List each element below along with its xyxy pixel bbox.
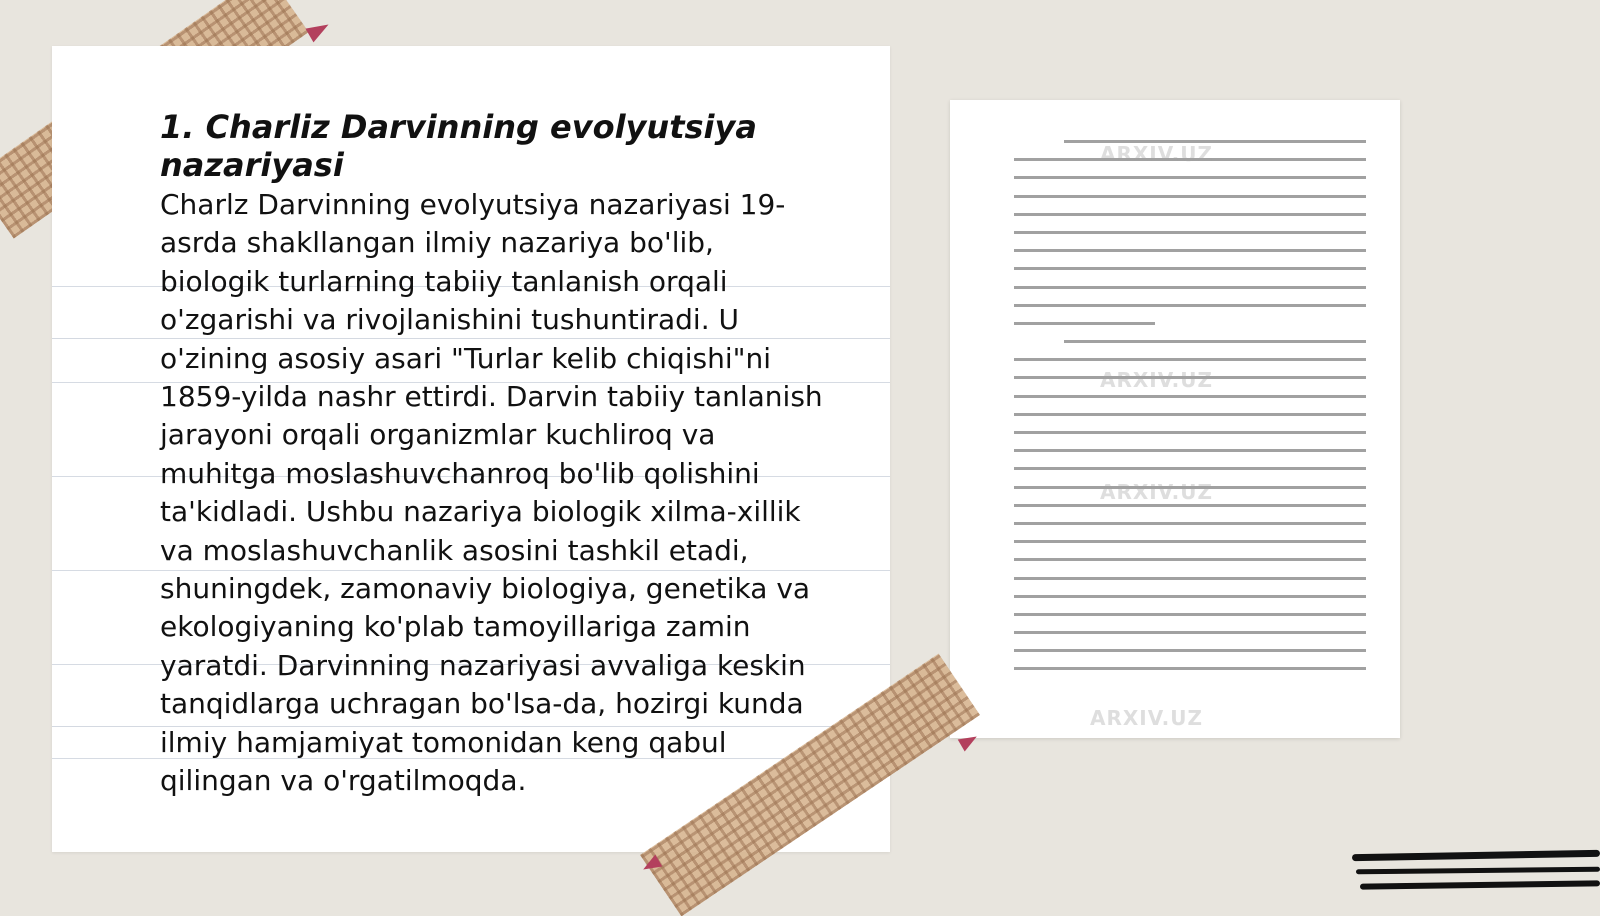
brush-stroke-decoration — [1360, 880, 1600, 889]
document-scan-image — [950, 100, 1400, 738]
slide-paragraph: Charlz Darvinning evolyutsiya nazariyasi 19-asrda shakllangan ilmiy nazariya bo'lib, biologik turlarning tabiiy tanlanish orqali o'zgarishi va rivojlanishini tushuntiradi. U o'zining asosiy asari "Turlar kelib chiqishi"ni 1859-yilda nashr ettirdi. Darvin tabiiy tanlanish jarayoni orqali organizmlar kuchliroq va muhitga moslashuvchanroq bo'lib qolishini ta'kidladi. Ushbu nazariya biologik xilma-xillik va moslashuvchanlik asosini tashkil etadi, shuningdek, zamonaviy biologiya, genetika va ekologiyaning ko'plab tamoyillariga zamin yaratdi. Darvinning nazariyasi avvaliga keskin tanqidlarga uchragan bo'lsa-da, hozirgi kunda ilmiy hamjamiyat tomonidan keng qabul qilingan va o'rgatilmoqda. — [160, 188, 823, 798]
brush-stroke-decoration — [1356, 867, 1600, 875]
document-text-lines — [1014, 140, 1366, 686]
pink-flag-icon — [305, 18, 332, 43]
slide-heading: 1. Charliz Darvinning evolyutsiya nazariyasi — [160, 108, 757, 184]
watermark-text: ARXIV.UZ — [1100, 480, 1213, 504]
watermark-text: ARXIV.UZ — [1100, 142, 1213, 166]
watermark-text: ARXIV.UZ — [1090, 706, 1203, 730]
brush-stroke-decoration — [1352, 850, 1600, 861]
watermark-text: ARXIV.UZ — [1100, 368, 1213, 392]
